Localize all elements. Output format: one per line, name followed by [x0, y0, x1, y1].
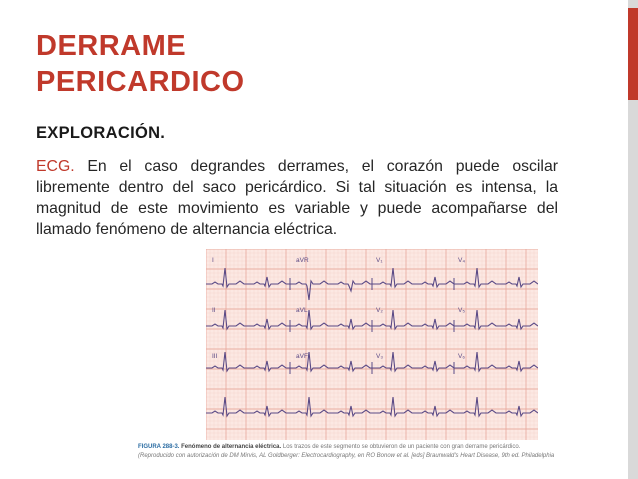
right-edge-bar — [628, 0, 638, 479]
lead-label: aVF — [296, 353, 308, 360]
ecg-figure — [206, 249, 538, 440]
lead-label: V₅ — [458, 307, 465, 314]
lead-label: V₆ — [458, 353, 465, 360]
lead-label: V₃ — [376, 353, 383, 360]
right-edge-accent — [628, 8, 638, 100]
lead-label: III — [212, 353, 218, 360]
figure-caption — [138, 443, 558, 460]
lead-label: V₄ — [458, 257, 465, 264]
caption-text: Los trazos de este segmento se obtuvieron de un paciente con gran derrame pericárdico. — [282, 444, 521, 450]
body-text: En el caso degrandes derrames, el corazón puede oscilar libremente dentro del saco pericárdico. Si tal situación es intensa, la magnitud de este movimiento es variable y puede acompañarse del llamado fenómeno de alternancia eléctrica. — [36, 158, 558, 238]
lead-label: V₁ — [376, 257, 383, 264]
section-subtitle: EXPLORACIÓN. — [36, 124, 166, 142]
lead-label: I — [212, 257, 214, 264]
lead-label: aVL — [296, 307, 308, 314]
slide-title — [36, 28, 245, 100]
lead-label: II — [212, 307, 216, 314]
body-paragraph — [36, 156, 558, 240]
lead-label: V₂ — [376, 307, 383, 314]
caption-title: Fenómeno de alternancia eléctrica. — [181, 444, 282, 450]
title-line-1: DERRAME — [36, 30, 187, 62]
title-line-2: PERICARDICO — [36, 66, 245, 98]
caption-reference: (Reproducido con autorización de DM Mirvis, AL Goldberger: Electrocardiography, en RO Bonow et al. [eds] Braunwald's Heart Disease, 9th ed. Philadelphia — [138, 452, 555, 459]
ecg-trace — [206, 397, 538, 416]
caption-figure-number: FIGURA 288-3. — [138, 444, 180, 450]
ecg-tracing — [206, 249, 538, 440]
body-lead: ECG. — [36, 158, 75, 175]
lead-label: aVR — [296, 257, 309, 264]
